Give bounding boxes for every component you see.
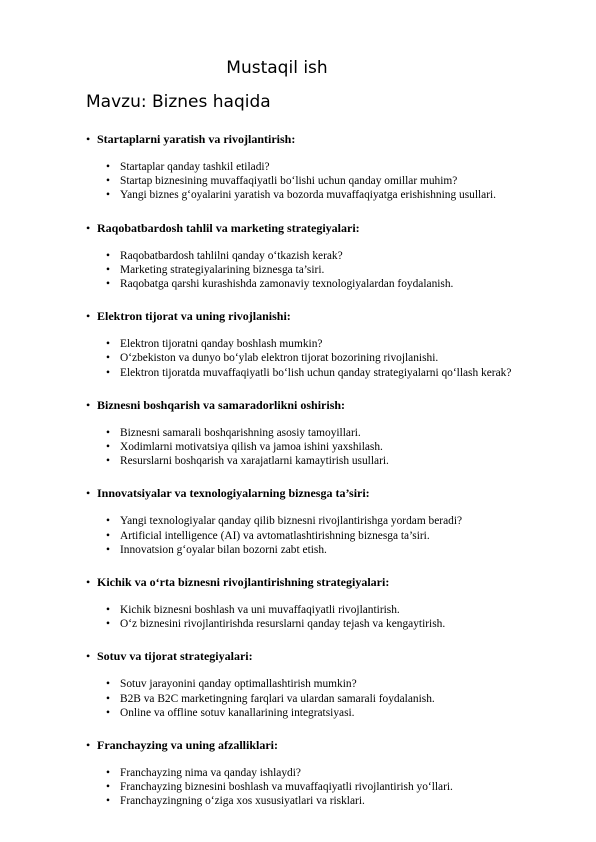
topic-section: [86, 398, 556, 469]
section-item-list: [86, 514, 556, 557]
bullet-icon: •: [106, 366, 110, 379]
section-heading: [86, 575, 556, 589]
list-item: [86, 794, 556, 808]
section-heading-text: Raqobatbardosh tahlil va marketing strategiyalari:: [97, 220, 360, 235]
list-item: [86, 529, 556, 543]
section-heading-text: Elektron tijorat va uning rivojlanishi:: [97, 309, 291, 324]
section-heading-text: Startaplarni yaratish va rivojlantirish:: [97, 132, 296, 146]
list-item: [86, 174, 556, 188]
list-item-text: Artificial intelligence (AI) va avtomatlashtirishning biznesga ta’siri.: [120, 529, 430, 542]
list-item: [86, 277, 556, 291]
list-item: [86, 249, 556, 263]
section-heading-text: Kichik va o‘rta biznesni rivojlantirishning strategiyalari:: [97, 575, 390, 590]
bullet-icon: •: [106, 529, 110, 542]
bullet-icon: •: [106, 795, 110, 808]
section-heading-text: Franchayzing va uning afzalliklari:: [97, 738, 279, 753]
topic-section: [86, 649, 556, 720]
bullet-icon: •: [86, 132, 91, 146]
list-item: [86, 692, 556, 706]
bullet-icon: •: [106, 263, 110, 276]
list-item-text: Biznesni samarali boshqarishning asosiy tamoyillari.: [120, 426, 361, 439]
bullet-icon: •: [106, 767, 110, 780]
list-item-text: Yangi texnologiyalar qanday qilib biznesni rivojlantirishga yordam beradi?: [120, 515, 463, 528]
bullet-icon: •: [106, 249, 110, 262]
list-item-text: Yangi biznes g‘oyalarini yaratish va bozorda muvaffaqiyatga erishishning usullari.: [120, 189, 497, 202]
list-item: [86, 426, 556, 440]
section-heading: [86, 649, 556, 663]
bullet-icon: •: [106, 543, 110, 556]
bullet-icon: •: [106, 441, 110, 454]
list-item-text: O‘zbekiston va dunyo bo‘ylab elektron tijorat bozorining rivojlanishi.: [120, 352, 439, 365]
list-item-text: Marketing strategiyalarining biznesga ta’siri.: [120, 263, 325, 276]
list-item-text: Innovatsion g‘oyalar bilan bozorni zabt etish.: [120, 543, 327, 556]
list-item: [86, 617, 556, 631]
section-item-list: [86, 160, 556, 203]
section-item-list: [86, 426, 556, 469]
section-item-list: [86, 249, 556, 292]
bullet-icon: •: [86, 575, 91, 590]
bullet-icon: •: [86, 220, 91, 235]
list-item: [86, 263, 556, 277]
section-heading: [86, 398, 556, 412]
list-item: [86, 514, 556, 528]
list-item: [86, 351, 556, 365]
list-item-text: Elektron tijoratni qanday boshlash mumkin?: [120, 338, 323, 351]
bullet-icon: •: [106, 618, 110, 631]
section-heading: [86, 486, 556, 500]
list-item-text: Franchayzing biznesini boshlash va muvaffaqiyatli rivojlantirish yo‘llari.: [120, 781, 453, 794]
bullet-icon: •: [106, 781, 110, 794]
bullet-icon: •: [106, 604, 110, 617]
list-item: [86, 706, 556, 720]
topic-section: [86, 738, 556, 809]
bullet-icon: •: [86, 397, 91, 412]
section-heading-text: Sotuv va tijorat strategiyalari:: [97, 649, 253, 664]
list-item-text: Xodimlarni motivatsiya qilish va jamoa ishini yaxshilash.: [120, 441, 383, 454]
bullet-icon: •: [106, 692, 110, 705]
list-item: [86, 766, 556, 780]
bullet-icon: •: [86, 649, 91, 664]
bullet-icon: •: [106, 189, 110, 202]
topic-section: [86, 132, 556, 203]
list-item-text: Elektron tijoratda muvaffaqiyatli bo‘lish uchun qanday strategiyalarni qo‘llash kerak?: [120, 366, 512, 379]
bullet-icon: •: [86, 738, 91, 753]
list-item-text: Sotuv jarayonini qanday optimallashtirish mumkin?: [120, 678, 357, 691]
topic-section: [86, 575, 556, 631]
list-item-text: O‘z biznesini rivojlantirishda resurslarni qanday tejash va kengaytirish.: [120, 618, 446, 631]
section-item-list: [86, 677, 556, 720]
list-item-text: Franchayzingning o‘ziga xos xususiyatlari va risklari.: [120, 795, 365, 808]
list-item: [86, 543, 556, 557]
list-item: [86, 780, 556, 794]
bullet-icon: •: [106, 278, 110, 291]
list-item: [86, 603, 556, 617]
list-item-text: Kichik biznesni boshlash va uni muvaffaqiyatli rivojlantirish.: [120, 604, 400, 617]
list-item-text: Franchayzing nima va qanday ishlaydi?: [120, 767, 301, 780]
list-item: [86, 454, 556, 468]
list-item: [86, 160, 556, 174]
list-item-text: Resurslarni boshqarish va xarajatlarni kamaytirish usullari.: [120, 455, 389, 468]
section-item-list: [86, 766, 556, 809]
section-heading: [86, 738, 556, 752]
document-subtitle: Mavzu: Biznes haqida: [86, 92, 271, 112]
document-title: Mustaqil ish: [226, 58, 328, 78]
list-item: [86, 677, 556, 691]
section-heading: [86, 221, 556, 235]
list-item-text: Raqobatga qarshi kurashishda zamonaviy texnologiyalardan foydalanish.: [120, 278, 454, 291]
section-heading: [86, 132, 556, 146]
topic-section: [86, 309, 556, 380]
bullet-icon: •: [106, 161, 110, 173]
list-item-text: Raqobatbardosh tahlilni qanday o‘tkazish kerak?: [120, 249, 343, 262]
topic-section: [86, 486, 556, 557]
bullet-icon: •: [106, 706, 110, 719]
section-item-list: [86, 337, 556, 380]
bullet-icon: •: [106, 352, 110, 365]
section-item-list: [86, 603, 556, 631]
list-item: [86, 337, 556, 351]
bullet-icon: •: [106, 426, 110, 439]
list-item: [86, 366, 556, 380]
bullet-icon: •: [106, 678, 110, 691]
list-item: [86, 188, 556, 202]
list-item-text: B2B va B2C marketingning farqlari va ulardan samarali foydalanish.: [120, 692, 435, 705]
bullet-icon: •: [86, 309, 91, 324]
bullet-icon: •: [86, 486, 91, 501]
bullet-icon: •: [106, 515, 110, 528]
topic-section: [86, 221, 556, 292]
list-item-text: Online va offline sotuv kanallarining integratsiyasi.: [120, 706, 355, 719]
section-heading-text: Biznesni boshqarish va samaradorlikni oshirish:: [97, 397, 346, 412]
list-item: [86, 440, 556, 454]
list-item-text: Startap biznesining muvaffaqiyatli bo‘lishi uchun qanday omillar muhim?: [120, 175, 458, 188]
bullet-icon: •: [106, 455, 110, 468]
bullet-icon: •: [106, 175, 110, 188]
section-heading: [86, 309, 556, 323]
bullet-icon: •: [106, 338, 110, 351]
topic-sections: [86, 132, 556, 827]
list-item-text: Startaplar qanday tashkil etiladi?: [120, 161, 270, 173]
section-heading-text: Innovatsiyalar va texnologiyalarning biznesga ta’siri:: [97, 486, 370, 501]
